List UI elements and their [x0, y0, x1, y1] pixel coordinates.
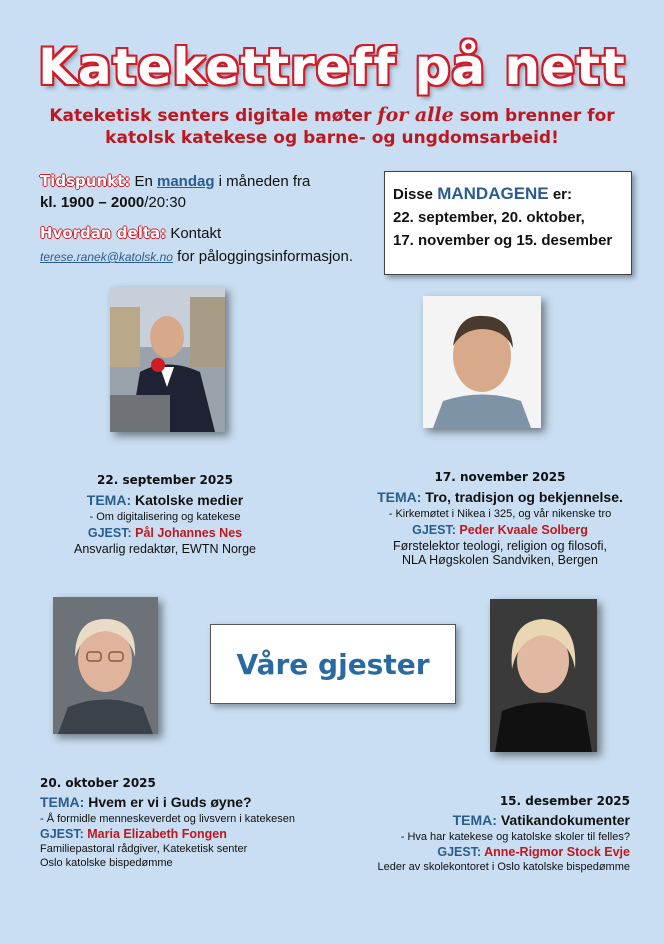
hvordan-label: Hvordan delta: — [40, 224, 167, 242]
email-line: terese.ranek@katolsk.no for påloggingsinformasjon. — [40, 248, 354, 265]
session-des — [330, 794, 630, 873]
session-tema: TEMA: Vatikandokumenter — [452, 812, 630, 828]
hvordan-line: Hvordan delta: Kontakt — [40, 224, 222, 242]
session-gjest: GJEST: Peder Kvaale Solberg — [412, 523, 588, 537]
session-tema: TEMA: Katolske medier — [86, 492, 244, 508]
session-tema: TEMA: Hvem er vi i Guds øyne? — [40, 794, 252, 810]
session-role: Ansvarlig redaktør, EWTN Norge — [74, 542, 256, 556]
page-title: Katekettreff på nett — [38, 38, 626, 96]
session-detail: - Om digitalisering og katekese — [89, 511, 241, 523]
session-gjest: GJEST: Pål Johannes Nes — [87, 526, 243, 540]
time-line: kl. 1900 – 2000/20:30 — [40, 194, 186, 211]
guests-heading: Våre gjester — [236, 647, 430, 681]
portrait-image — [110, 287, 225, 432]
tidspunkt-line: Tidspunkt: En mandag i måneden fra — [40, 172, 311, 190]
guest-photo-2 — [423, 296, 541, 428]
guest-photo-4 — [490, 599, 597, 752]
session-date: 17. november 2025 — [434, 470, 566, 484]
session-sep — [40, 473, 290, 556]
session-okt — [40, 776, 360, 869]
portrait-image — [53, 597, 158, 734]
session-date: 20. oktober 2025 — [40, 776, 156, 790]
mandag-link: mandag — [156, 173, 215, 190]
page-subtitle: Kateketisk senters digitale møter for alle som brenner for katolsk katekese og barne- og ungdomsarbeid! — [49, 104, 615, 148]
session-date: 22. september 2025 — [97, 473, 233, 487]
session-role: Førstelektor teologi, religion og filosofi, — [393, 539, 607, 553]
guest-photo-3 — [53, 597, 158, 734]
session-detail: - Å formidle menneskeverdet og livsvern i katekesen — [40, 813, 295, 825]
guests-heading-box — [210, 624, 456, 704]
session-tema: TEMA: Tro, tradisjon og bekjennelse. — [377, 489, 623, 505]
dates-box: Disse MANDAGENE er: 22. september, 20. oktober, 17. november og 15. desember — [384, 171, 632, 275]
session-detail: - Hva har katekese og katolske skoler til felles? — [400, 831, 630, 843]
portrait-image — [490, 599, 597, 752]
session-detail: - Kirkemøtet i Nikea i 325, og vår nikenske tro — [388, 508, 612, 520]
session-date: 15. desember 2025 — [499, 794, 630, 808]
session-gjest: GJEST: Maria Elizabeth Fongen — [40, 827, 227, 841]
session-role: NLA Høgskolen Sandviken, Bergen — [402, 553, 598, 567]
session-gjest: GJEST: Anne-Rigmor Stock Evje — [437, 845, 630, 859]
session-role: Oslo katolske bispedømme — [40, 857, 173, 869]
email-link[interactable]: terese.ranek@katolsk.no — [40, 250, 173, 264]
session-nov — [350, 470, 650, 567]
session-role: Leder av skolekontoret i Oslo katolske bispedømme — [377, 861, 630, 873]
portrait-image — [423, 296, 541, 428]
guest-photo-1 — [110, 287, 225, 432]
session-role: Familiepastoral rådgiver, Kateketisk senter — [40, 843, 248, 855]
tidspunkt-label: Tidspunkt: — [40, 172, 131, 190]
